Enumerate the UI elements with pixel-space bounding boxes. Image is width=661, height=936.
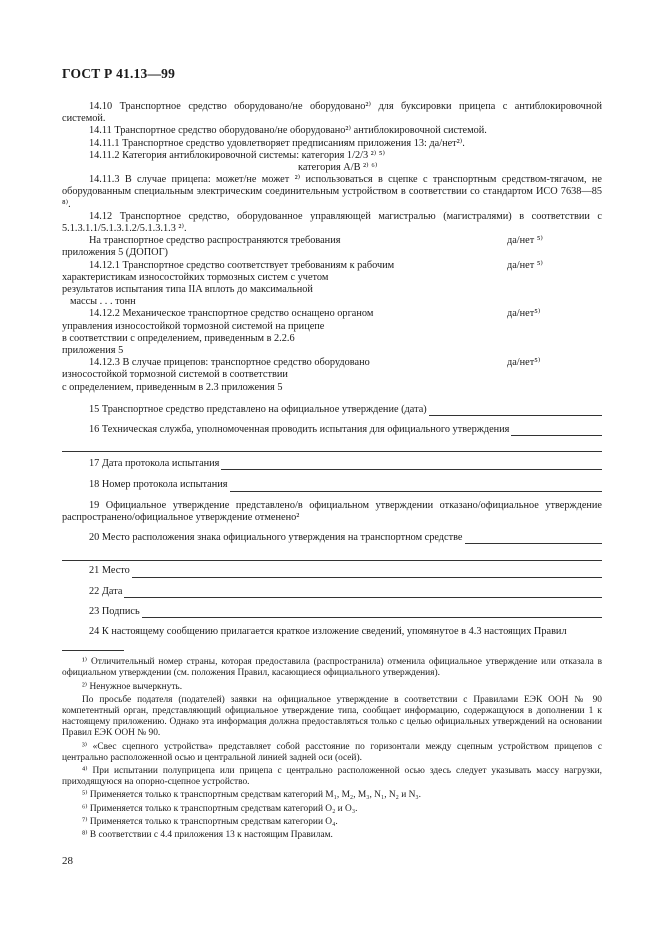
field-23-signature <box>62 606 602 618</box>
paragraph-14-11-1: 14.11.1 Транспортное средство удовлетворяет предписаниям приложения 13: да/нет²⁾. <box>89 137 465 149</box>
paragraph-19: 19 Официальное утверждение представлено/в официальном утверждении отказано/официальное утверждение распространено/официальное утверждение отменено² <box>62 499 602 523</box>
row-14-12-1-answer: да/нет ⁵⁾ <box>507 259 543 271</box>
row-adr <box>62 235 602 259</box>
footnote-3: ³⁾ «Свес сцепного устройства» представляет собой расстояние по горизонтали между сцепным устройством прицепов с центрально расположенной осью и центральной линией задней оси (осей). <box>62 741 602 763</box>
field-21-place <box>62 565 602 577</box>
row-adr-text-1: На транспортное средство распространяются требования <box>89 235 341 247</box>
row-14-12-3-text-1: 14.12.3 В случае прицепов: транспортное средство оборудовано <box>89 357 370 369</box>
paragraph-14-11: 14.11 Транспортное средство оборудовано/не оборудовано²⁾ антиблокировочной системой. <box>89 125 487 137</box>
field-15-line <box>429 406 602 416</box>
footnote-5: ⁵⁾ Применяется только к транспортным средствам категорий M₁, M₂, M₃, N₁, N₂ и N₃. <box>82 790 422 801</box>
row-14-12-2-text-2: управления износостойкой тормозной системой на прицепе <box>62 320 325 332</box>
paragraph-24: 24 К настоящему сообщению прилагается краткое изложение сведений, упомянутое в 4.3 настоящих Правил <box>89 625 567 637</box>
footnote-4: ⁴⁾ При испытании полуприцепа или прицепа с центрально расположенной осью здесь следует указывать массу нагрузки, приходящуюся на опорно-сцепное устройство. <box>62 765 602 788</box>
row-14-12-1-text-2: характеристикам износостойких тормозных систем с учетом <box>62 271 329 283</box>
footnote-8: ⁸⁾ В соответствии с 4.4 приложения 13 к настоящим Правилам. <box>82 829 333 840</box>
field-20-line-2 <box>62 544 602 561</box>
row-14-12-1-text-4: массы . . . тонн <box>70 296 136 308</box>
field-15-label: 15 Транспортное средство представлено на официальное утверждение (дата) <box>89 403 427 415</box>
paragraph-14-10: 14.10 Транспортное средство оборудовано/не оборудовано²⁾ для буксировки прицепа с антиблокировочной системой. <box>62 101 602 125</box>
footnote-2-note: По просьбе подателя (подателей) заявки на официальное утверждение в соответствии с Правилами ЕЭК ООН № 90 компетентный орган, представляющий официальное утверждение типа, сообщает информацию, содержащуюся в дополнении 1 к настоящему приложению. Однако эта информация должна предоставляться только с целью официальных утверждений на основании Правил ЕЭК ООН № 90. <box>62 694 602 739</box>
paragraph-14-11-3: 14.11.3 В случае прицепа: может/не может ²⁾ использоваться в сцепке с транспортным средством-тягачом, не оборудованным специальным электрическим соединительным устройством в соответствии со стандартом ИСО 7638—85 ⁸⁾. <box>62 174 602 210</box>
paragraph-14-12: 14.12 Транспортное средство, оборудованное управляющей магистралью (магистралями) в соответствии с 5.1.3.1.1/5.1.3.1.2/5.1.3.1.3 ²⁾. <box>62 210 602 235</box>
row-adr-text-2: приложения 5 (ДОПОГ) <box>62 247 168 259</box>
row-14-12-3-text-3: с определением, приведенным в 2.3 приложения 5 <box>62 381 283 393</box>
row-14-12-2 <box>62 308 602 357</box>
row-14-12-2-answer: да/нет⁵⁾ <box>507 308 541 320</box>
field-17-report-date <box>62 458 602 470</box>
row-14-12-1-text-3: результатов испытания типа IIA вплоть до максимальной <box>62 284 313 296</box>
footnote-7: ⁷⁾ Применяется только к транспортным средствам категории O₄. <box>82 816 338 827</box>
field-20-label: 20 Место расположения знака официального утверждения на транспортном средстве <box>89 532 463 544</box>
field-23-line <box>142 608 602 618</box>
document-body <box>62 101 602 843</box>
field-20-mark-location <box>62 532 602 544</box>
page-number: 28 <box>62 855 73 867</box>
field-18-report-number <box>62 479 602 491</box>
field-21-line <box>132 568 602 578</box>
row-14-12-1 <box>62 260 602 309</box>
field-16-label: 16 Техническая служба, уполномоченная проводить испытания для официального утверждения <box>89 424 510 436</box>
footnote-6: ⁶⁾ Применяется только к транспортным средствам категорий O₂ и O₃. <box>82 803 358 814</box>
page-header: ГОСТ Р 41.13—99 <box>62 66 176 81</box>
footnote-1: ¹⁾ Отличительный номер страны, которая предоставила (распространила) отменила официальное утверждение или отказала в официальном утверждении (см. положения Правил, касающиеся официального утверждения). <box>62 657 602 679</box>
field-17-line <box>221 460 602 470</box>
field-15-submission-date <box>62 404 602 416</box>
row-14-12-2-text-4: приложения 5 <box>62 345 124 357</box>
paragraph-14-11-2: 14.11.2 Категория антиблокировочной системы: категория 1/2/3 ²⁾ ⁵⁾ <box>89 149 385 161</box>
row-14-12-3-text-2: износостойкой тормозной системой в соответствии <box>62 369 288 381</box>
row-14-12-1-text-1: 14.12.1 Транспортное средство соответствует требованиям к рабочим <box>89 259 395 271</box>
row-14-12-3-answer: да/нет⁵⁾ <box>507 357 541 369</box>
field-22-label: 22 Дата <box>89 585 123 597</box>
field-18-label: 18 Номер протокола испытания <box>89 479 228 491</box>
footnote-2: ²⁾ Ненужное вычеркнуть. <box>82 681 183 692</box>
field-16-technical-service <box>62 424 602 436</box>
field-16-line <box>511 426 602 436</box>
field-22-line <box>124 588 602 598</box>
row-14-12-2-text-1: 14.12.2 Механическое транспортное средство оснащено органом <box>89 308 374 320</box>
field-17-label: 17 Дата протокола испытания <box>89 458 220 470</box>
row-14-12-2-text-3: в соответствии с определением, приведенным в 2.2.6 <box>62 332 295 344</box>
paragraph-14-11-2-category-ab: категория А/В ²⁾ ⁶⁾ <box>298 162 378 174</box>
field-20-line <box>465 534 603 544</box>
field-21-label: 21 Место <box>89 565 130 577</box>
field-16-line-2 <box>62 436 602 452</box>
field-23-label: 23 Подпись <box>89 605 140 617</box>
row-adr-answer: да/нет ⁵⁾ <box>507 235 543 247</box>
field-22-date <box>62 586 602 598</box>
footnote-separator <box>62 650 124 651</box>
row-14-12-3 <box>62 357 602 394</box>
field-18-line <box>230 482 603 492</box>
